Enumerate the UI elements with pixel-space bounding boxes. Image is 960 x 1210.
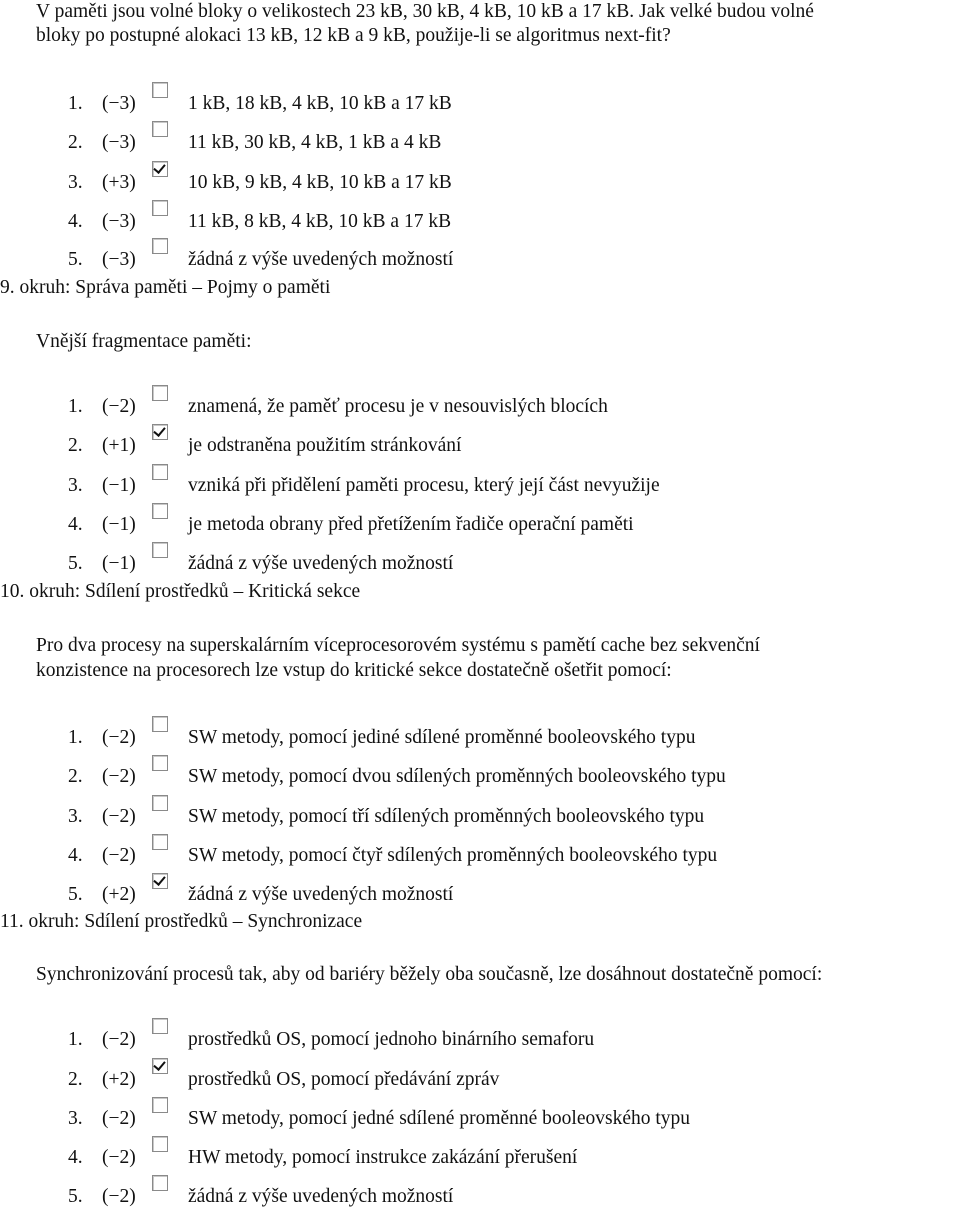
option-score: (−2) xyxy=(102,1147,136,1168)
option-checkbox[interactable] xyxy=(152,464,168,480)
option-number: 1. xyxy=(68,727,83,748)
option-checkbox[interactable] xyxy=(152,1136,168,1152)
option-number: 2. xyxy=(68,1069,83,1090)
option-checkbox[interactable] xyxy=(152,238,168,254)
option-text: SW metody, pomocí jediné sdílené proměnné booleovského typu xyxy=(188,727,696,748)
option-number: 3. xyxy=(68,475,83,496)
option-checkbox[interactable] xyxy=(152,1018,168,1034)
option-checkbox[interactable] xyxy=(152,1175,168,1191)
option-text: je metoda obrany před přetížením řadiče operační paměti xyxy=(188,514,634,535)
option-number: 3. xyxy=(68,1108,83,1129)
option-text: je odstraněna použitím stránkování xyxy=(188,435,462,456)
option-text: vzniká při přidělení paměti procesu, který její část nevyužije xyxy=(188,475,660,496)
option-text: SW metody, pomocí dvou sdílených proměnných booleovského typu xyxy=(188,766,726,787)
option-checkbox[interactable] xyxy=(152,755,168,771)
option-checkbox[interactable] xyxy=(152,1097,168,1113)
option-number: 5. xyxy=(68,884,83,905)
option-text: 11 kB, 30 kB, 4 kB, 1 kB a 4 kB xyxy=(188,132,442,153)
option-text: SW metody, pomocí tří sdílených proměnných booleovského typu xyxy=(188,806,705,827)
option-text: znamená, že paměť procesu je v nesouvislých blocích xyxy=(188,396,608,417)
question-9-topic: 9. okruh: Správa paměti – Pojmy o paměti xyxy=(0,277,331,298)
question-10-topic: 10. okruh: Sdílení prostředků – Kritická sekce xyxy=(0,581,361,602)
option-score: (−3) xyxy=(102,249,136,270)
option-checkbox[interactable] xyxy=(152,385,168,401)
option-score: (−2) xyxy=(102,396,136,417)
option-checkbox[interactable] xyxy=(152,542,168,558)
option-number: 4. xyxy=(68,1147,83,1168)
option-number: 4. xyxy=(68,845,83,866)
option-text: SW metody, pomocí jedné sdílené proměnné booleovského typu xyxy=(188,1108,691,1129)
option-score: (−2) xyxy=(102,1186,136,1207)
option-checkbox-checked[interactable] xyxy=(152,424,168,440)
option-checkbox[interactable] xyxy=(152,503,168,519)
option-text: žádná z výše uvedených možností xyxy=(188,553,454,574)
option-number: 4. xyxy=(68,211,83,232)
option-text: 11 kB, 8 kB, 4 kB, 10 kB a 17 kB xyxy=(188,211,452,232)
option-number: 2. xyxy=(68,132,83,153)
option-text: 10 kB, 9 kB, 4 kB, 10 kB a 17 kB xyxy=(188,172,452,193)
option-number: 1. xyxy=(68,93,83,114)
option-score: (−2) xyxy=(102,1029,136,1050)
option-score: (−1) xyxy=(102,475,136,496)
option-number: 3. xyxy=(68,172,83,193)
option-score: (+3) xyxy=(102,172,136,193)
option-score: (−3) xyxy=(102,132,136,153)
option-checkbox[interactable] xyxy=(152,834,168,850)
question-11-topic: 11. okruh: Sdílení prostředků – Synchronizace xyxy=(0,911,363,932)
option-score: (−1) xyxy=(102,514,136,535)
option-checkbox[interactable] xyxy=(152,82,168,98)
option-checkbox-checked[interactable] xyxy=(152,161,168,177)
option-checkbox-checked[interactable] xyxy=(152,873,168,889)
option-text: HW metody, pomocí instrukce zakázání přerušení xyxy=(188,1147,578,1168)
option-text: žádná z výše uvedených možností xyxy=(188,249,454,270)
option-number: 1. xyxy=(68,396,83,417)
option-checkbox[interactable] xyxy=(152,121,168,137)
option-number: 5. xyxy=(68,553,83,574)
option-number: 3. xyxy=(68,806,83,827)
option-score: (−2) xyxy=(102,766,136,787)
question-11-text: Synchronizování procesů tak, aby od bariéry běžely oba současně, lze dosáhnout dostatečně pomocí: xyxy=(36,964,823,985)
option-text: prostředků OS, pomocí předávání zpráv xyxy=(188,1069,500,1090)
option-checkbox[interactable] xyxy=(152,795,168,811)
option-score: (+2) xyxy=(102,1069,136,1090)
option-number: 2. xyxy=(68,435,83,456)
option-score: (−2) xyxy=(102,1108,136,1129)
option-checkbox[interactable] xyxy=(152,716,168,732)
option-score: (−3) xyxy=(102,211,136,232)
option-number: 1. xyxy=(68,1029,83,1050)
option-text: 1 kB, 18 kB, 4 kB, 10 kB a 17 kB xyxy=(188,93,452,114)
option-score: (+1) xyxy=(102,435,136,456)
option-text: SW metody, pomocí čtyř sdílených proměnných booleovského typu xyxy=(188,845,718,866)
option-score: (−2) xyxy=(102,806,136,827)
option-text: prostředků OS, pomocí jednoho binárního semaforu xyxy=(188,1029,595,1050)
option-number: 4. xyxy=(68,514,83,535)
option-text: žádná z výše uvedených možností xyxy=(188,1186,454,1207)
option-text: žádná z výše uvedených možností xyxy=(188,884,454,905)
option-score: (−1) xyxy=(102,553,136,574)
option-checkbox-checked[interactable] xyxy=(152,1058,168,1074)
option-score: (−3) xyxy=(102,93,136,114)
option-score: (−2) xyxy=(102,845,136,866)
option-score: (+2) xyxy=(102,884,136,905)
question-8-text-line-2: bloky po postupné alokaci 13 kB, 12 kB a 9 kB, použije-li se algoritmus next-fit? xyxy=(36,25,671,46)
option-number: 5. xyxy=(68,249,83,270)
question-9-text: Vnější fragmentace paměti: xyxy=(36,331,252,352)
option-number: 5. xyxy=(68,1186,83,1207)
option-number: 2. xyxy=(68,766,83,787)
option-score: (−2) xyxy=(102,727,136,748)
question-10-text-line-1: Pro dva procesy na superskalárním víceprocesorovém systému s pamětí cache bez sekvenční xyxy=(36,635,760,656)
option-checkbox[interactable] xyxy=(152,200,168,216)
question-10-text-line-2: konzistence na procesorech lze vstup do kritické sekce dostatečně ošetřit pomocí: xyxy=(36,660,672,681)
question-8-text-line-1: V paměti jsou volné bloky o velikostech 23 kB, 30 kB, 4 kB, 10 kB a 17 kB. Jak velké budou volné xyxy=(36,1,814,22)
